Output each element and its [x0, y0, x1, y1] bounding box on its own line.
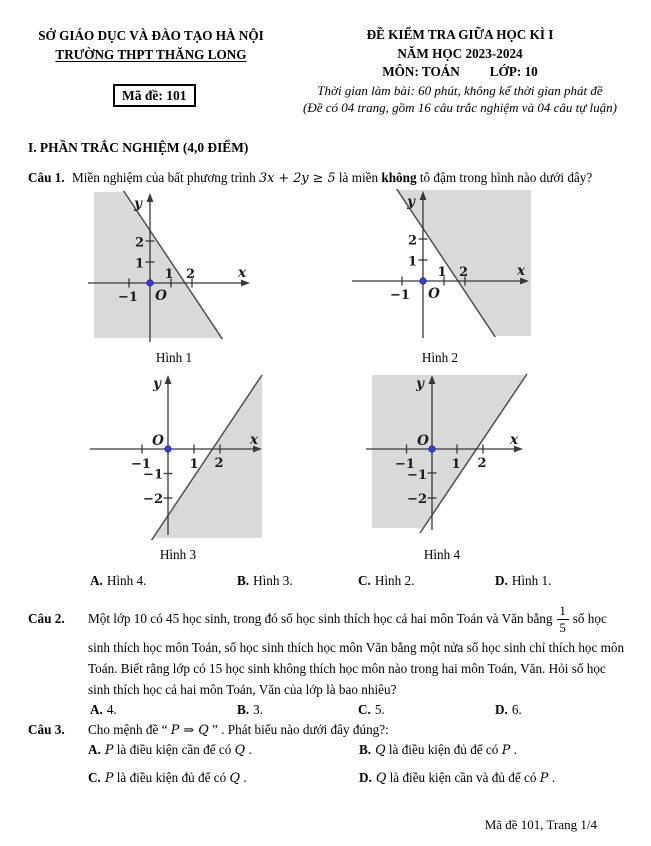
- question-1: [28, 170, 628, 186]
- exam-duration: Thời gian làm bài: 60 phút, không kể thời gian phát đề: [317, 82, 603, 98]
- y-axis-label: y: [153, 376, 161, 392]
- exam-title-block: [292, 26, 628, 117]
- q1-option-d: D. Hình 1.: [495, 573, 552, 588]
- tick-label: 2: [407, 233, 417, 249]
- y-arrow-icon: [165, 375, 172, 384]
- question-2-label: Câu 2.: [28, 611, 65, 626]
- q2-option-b: B. 3.: [237, 702, 263, 717]
- tick-label: 2: [134, 235, 144, 251]
- figure-caption: Hình 4: [423, 547, 461, 562]
- figure-caption: Hình 2: [421, 350, 459, 365]
- section-title: I. PHẦN TRẮC NGHIỆM (4,0 ĐIỂM): [28, 140, 249, 155]
- x-axis-label: x: [516, 263, 526, 279]
- origin-dot: [165, 446, 171, 452]
- tick-label: −1: [390, 288, 410, 303]
- figure-hinh-2: [348, 188, 533, 340]
- tick-label: 1: [451, 457, 461, 472]
- question-3-text: Cho mệnh đề “ P ⇒ Q ” . Phát biểu nào dưới đây đúng?:: [88, 722, 389, 738]
- tick-label: 2: [477, 456, 487, 471]
- tick-label: 1: [189, 457, 199, 472]
- tick-label: −2: [143, 492, 163, 507]
- origin-dot: [420, 278, 426, 284]
- q3-option-a: A. P là điều kiện cần để có Q .: [88, 742, 252, 758]
- q2-option-c: C. 5.: [358, 702, 385, 717]
- tick-label: −1: [118, 290, 138, 305]
- issuer-line: SỞ GIÁO DỤC VÀ ĐÀO TẠO HÀ NỘI: [38, 28, 264, 43]
- origin-dot: [147, 280, 153, 286]
- x-axis-label: x: [509, 432, 519, 448]
- question-1-text: Miền nghiệm của bất phương trình 3x + 2y ≥ 5 là miền không tô đậm trong hình nào dưới đây?: [72, 170, 593, 186]
- x-axis-label: x: [249, 432, 259, 448]
- shaded-region: [397, 190, 531, 336]
- y-axis-label: y: [416, 376, 424, 392]
- tick-label: −2: [407, 492, 427, 507]
- tick-label: 1: [164, 267, 174, 282]
- question-2-line1: Một lớp 10 có 45 học sinh, trong đó số học sinh thích học cả hai môn Toán và Văn bằng $\frac{1}{5}$ số học: [88, 604, 607, 636]
- q3-option-b: B. Q là điều kiện đủ để có P .: [359, 742, 517, 758]
- tick-label: 1: [407, 254, 417, 270]
- y-axis-label: y: [407, 194, 415, 210]
- exam-title: ĐỀ KIỂM TRA GIỮA HỌC KÌ I: [366, 27, 554, 42]
- tick-label: −1: [143, 467, 163, 483]
- tick-label: −1: [395, 457, 415, 472]
- grade-label: LỚP: 10: [489, 64, 538, 79]
- figure-caption: Hình 3: [159, 547, 197, 562]
- question-2-line4: sinh thích học cả hai môn Toán, Văn của lớp là bao nhiêu?: [88, 682, 397, 697]
- subject-grade-line: [292, 63, 628, 82]
- tick-label: −1: [131, 457, 151, 472]
- origin-label: O: [152, 433, 164, 449]
- figure-hinh-4: [352, 372, 532, 540]
- figure-hinh-1: [85, 190, 255, 345]
- question-1-label: Câu 1.: [28, 170, 65, 185]
- origin-label: O: [428, 286, 440, 302]
- page-footer: Mã đề 101, Trang 1/4: [484, 817, 597, 832]
- origin-dot: [429, 446, 435, 452]
- tick-label: 1: [134, 256, 144, 272]
- exam-note: (Đề có 04 trang, gồm 16 câu trắc nghiệm và 04 câu tự luận): [303, 100, 617, 115]
- y-arrow-icon: [147, 193, 154, 202]
- shaded-region: [372, 375, 526, 528]
- origin-label: O: [417, 433, 429, 449]
- q3-option-d: D. Q là điều kiện cần và đủ để có P .: [359, 770, 555, 786]
- q2-option-d: D. 6.: [495, 702, 522, 717]
- subject-label: MÔN: TOÁN: [382, 64, 460, 79]
- exam-code-box: Mã đề: 101: [113, 84, 196, 107]
- school-name: TRƯỜNG THPT THĂNG LONG: [55, 47, 247, 62]
- q2-option-a: A. 4.: [90, 702, 117, 717]
- school-year: NĂM HỌC 2023-2024: [397, 45, 523, 61]
- issuer-block: [30, 26, 272, 64]
- q3-option-c: C. P là điều kiện đủ để có Q .: [88, 770, 247, 786]
- q1-option-c: C. Hình 2.: [358, 573, 415, 588]
- tick-label: 2: [458, 265, 469, 280]
- tick-label: 2: [214, 456, 224, 471]
- q1-option-b: B. Hình 3.: [237, 573, 293, 588]
- question-2-line2: sinh thích học môn Toán, số học sinh thích học môn Văn bằng một nửa số học sinh chỉ thích học môn: [88, 640, 625, 655]
- question-2-line3: Toán. Biết rằng lớp có 15 học sinh không thích học môn nào trong hai môn Toán, Văn. Hỏi số học: [88, 661, 606, 676]
- y-axis-label: y: [134, 196, 142, 212]
- tick-label: 2: [185, 267, 196, 282]
- shaded-region: [94, 192, 222, 338]
- figure-caption: Hình 1: [155, 350, 193, 365]
- x-axis-label: x: [237, 265, 247, 281]
- tick-label: −1: [407, 468, 427, 483]
- origin-label: O: [155, 288, 167, 304]
- q1-option-a: A. Hình 4.: [90, 573, 147, 588]
- question-3-label: Câu 3.: [28, 722, 65, 737]
- figure-hinh-3: [88, 372, 268, 540]
- tick-label: 1: [437, 265, 447, 280]
